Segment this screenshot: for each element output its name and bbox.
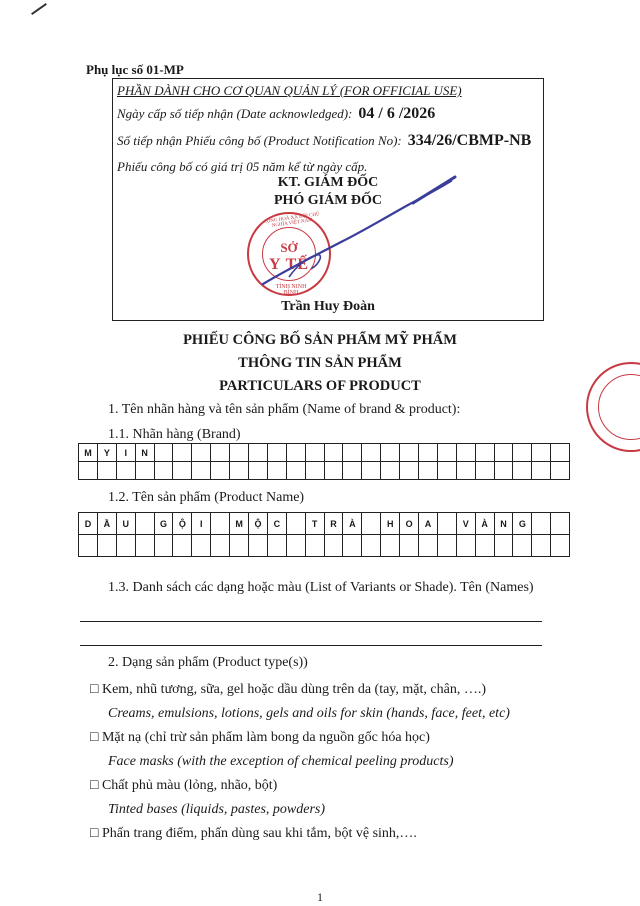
grid-cell <box>456 535 475 557</box>
grid-cell: Y <box>97 444 116 462</box>
grid-cell <box>513 462 532 480</box>
signature <box>113 79 545 322</box>
grid-cell <box>135 513 154 535</box>
grid-cell <box>211 462 230 480</box>
grid-cell <box>343 462 362 480</box>
grid-cell <box>305 444 324 462</box>
grid-cell: Ầ <box>97 513 116 535</box>
grid-cell <box>362 513 381 535</box>
signer-name: Trần Huy Đoàn <box>281 299 375 314</box>
grid-cell <box>173 444 192 462</box>
grid-cell <box>154 535 173 557</box>
grid-cell <box>211 444 230 462</box>
grid-cell: N <box>135 444 154 462</box>
signer-title-2: PHÓ GIÁM ĐỐC <box>273 193 383 208</box>
grid-cell <box>286 535 305 557</box>
grid-cell <box>551 513 570 535</box>
grid-cell <box>513 444 532 462</box>
grid-cell <box>324 462 343 480</box>
number-value: 334/26/CBMP-NB <box>407 132 532 149</box>
grid-cell <box>249 444 268 462</box>
grid-cell <box>494 462 513 480</box>
grid-cell: M <box>79 444 98 462</box>
grid-cell <box>437 462 456 480</box>
grid-cell <box>173 462 192 480</box>
grid-cell <box>267 535 286 557</box>
grid-cell <box>211 535 230 557</box>
grid-cell <box>400 462 419 480</box>
checkbox-icon[interactable]: □ <box>90 730 99 745</box>
grid-cell <box>97 535 116 557</box>
grid-cell <box>551 535 570 557</box>
section-title-vi: THÔNG TIN SẢN PHẨM <box>238 355 402 371</box>
grid-cell: G <box>154 513 173 535</box>
brand-label: 1.1. Nhãn hàng (Brand) <box>108 427 241 442</box>
grid-cell <box>324 535 343 557</box>
grid-cell: T <box>305 513 324 535</box>
grid-cell <box>456 462 475 480</box>
checkbox-icon[interactable]: □ <box>90 826 99 841</box>
product-name-grid <box>78 512 570 557</box>
section1-heading: 1. Tên nhãn hàng và tên sản phẩm (Name of brand & product): <box>108 402 461 417</box>
grid-cell <box>211 513 230 535</box>
product-type-label-en: Creams, emulsions, lotions, gels and oils for skin (hands, face, feet, etc) <box>108 706 510 721</box>
signer-title-1: KT. GIÁM ĐỐC <box>277 175 379 190</box>
stamp-ring-top-text: CỘNG HOÀ XÃ HỘI CHỦ NGHĨA VIỆT NAM <box>263 212 321 229</box>
form-title: PHIẾU CÔNG BỐ SẢN PHẨM MỸ PHẨM <box>183 332 457 348</box>
grid-cell <box>230 444 249 462</box>
grid-cell: I <box>192 513 211 535</box>
grid-cell <box>192 444 211 462</box>
grid-cell <box>267 444 286 462</box>
product-type-item <box>90 778 277 794</box>
number-label: Số tiếp nhận Phiếu công bố (Product Notification No): <box>117 133 402 148</box>
product-type-label-vi: Chất phủ màu (lỏng, nhão, bột) <box>101 778 278 793</box>
grid-cell <box>116 462 135 480</box>
grid-cell <box>437 444 456 462</box>
date-value: 04 / 6 /2026 <box>358 105 436 122</box>
grid-cell <box>437 535 456 557</box>
variants-line-1 <box>80 621 542 622</box>
grid-cell <box>286 513 305 535</box>
grid-cell <box>135 535 154 557</box>
product-type-label-vi: Phấn trang điểm, phấn dùng sau khi tắm, bột vệ sinh,…. <box>101 826 417 841</box>
grid-cell <box>362 462 381 480</box>
grid-cell <box>475 462 494 480</box>
variants-line-2 <box>80 645 542 646</box>
product-type-item <box>90 682 486 698</box>
grid-cell: R <box>324 513 343 535</box>
grid-cell <box>192 535 211 557</box>
grid-cell <box>551 444 570 462</box>
grid-cell <box>249 462 268 480</box>
grid-cell <box>551 462 570 480</box>
grid-cell <box>173 535 192 557</box>
grid-cell <box>305 462 324 480</box>
grid-cell <box>494 444 513 462</box>
grid-cell: À <box>475 513 494 535</box>
grid-cell <box>532 513 551 535</box>
grid-cell <box>381 535 400 557</box>
grid-cell: I <box>116 444 135 462</box>
grid-cell <box>532 444 551 462</box>
grid-cell <box>343 444 362 462</box>
grid-cell <box>230 462 249 480</box>
grid-cell <box>324 444 343 462</box>
product-type-item <box>90 826 417 842</box>
grid-cell <box>419 444 438 462</box>
grid-cell: À <box>343 513 362 535</box>
grid-cell <box>532 462 551 480</box>
grid-cell <box>400 444 419 462</box>
grid-cell <box>475 535 494 557</box>
grid-cell <box>532 535 551 557</box>
grid-cell: U <box>116 513 135 535</box>
stamp-text-2: Y TẾ <box>268 256 309 273</box>
grid-cell <box>362 444 381 462</box>
grid-cell <box>154 462 173 480</box>
grid-cell <box>286 462 305 480</box>
product-type-label-en: Face masks (with the exception of chemical peeling products) <box>108 754 454 769</box>
grid-cell <box>116 535 135 557</box>
grid-cell: D <box>79 513 98 535</box>
brand-grid <box>78 443 570 480</box>
grid-cell: H <box>381 513 400 535</box>
grid-cell <box>362 535 381 557</box>
stamp-text-1: SỞ <box>280 240 298 255</box>
grid-cell <box>79 535 98 557</box>
grid-cell <box>192 462 211 480</box>
grid-cell <box>249 535 268 557</box>
grid-cell <box>437 513 456 535</box>
side-stamp-inner-ring <box>598 374 640 440</box>
grid-cell <box>154 444 173 462</box>
grid-cell: M <box>230 513 249 535</box>
page-number: 1 <box>317 890 323 904</box>
product-type-item <box>90 730 430 746</box>
product-type-label-vi: Kem, nhũ tương, sữa, gel hoặc dầu dùng trên da (tay, mặt, chân, ….) <box>101 682 486 697</box>
grid-cell: A <box>419 513 438 535</box>
grid-cell: V <box>456 513 475 535</box>
grid-cell <box>343 535 362 557</box>
grid-cell <box>381 462 400 480</box>
grid-cell: O <box>400 513 419 535</box>
checkbox-icon[interactable]: □ <box>90 682 99 697</box>
grid-cell: C <box>267 513 286 535</box>
grid-cell <box>286 444 305 462</box>
section-title-en: PARTICULARS OF PRODUCT <box>219 378 421 394</box>
grid-cell <box>419 535 438 557</box>
grid-cell: Ộ <box>173 513 192 535</box>
grid-cell <box>513 535 532 557</box>
grid-cell <box>135 462 154 480</box>
grid-cell <box>419 462 438 480</box>
grid-cell <box>97 462 116 480</box>
validity-text: Phiếu công bố có giá trị 05 năm kể từ ngày cấp. <box>117 159 368 174</box>
appendix-label: Phụ lục số 01-MP <box>86 62 184 77</box>
grid-cell <box>79 462 98 480</box>
section2-heading: 2. Dạng sản phẩm (Product type(s)) <box>108 655 308 670</box>
side-stamp <box>586 362 640 452</box>
grid-cell: Ộ <box>249 513 268 535</box>
grid-cell <box>456 444 475 462</box>
pen-mark <box>31 3 47 15</box>
grid-cell: G <box>513 513 532 535</box>
grid-cell <box>230 535 249 557</box>
grid-cell <box>400 535 419 557</box>
official-use-heading: PHẦN DÀNH CHO CƠ QUAN QUẢN LÝ (FOR OFFICIAL USE) <box>117 83 462 98</box>
date-label: Ngày cấp số tiếp nhận (Date acknowledged): <box>117 106 353 121</box>
grid-cell <box>305 535 324 557</box>
grid-cell <box>475 444 494 462</box>
checkbox-icon[interactable]: □ <box>90 778 99 793</box>
product-name-label: 1.2. Tên sản phẩm (Product Name) <box>108 490 305 505</box>
variants-label: 1.3. Danh sách các dạng hoặc màu (List of Variants or Shade). Tên (Names) <box>108 580 534 595</box>
stamp-ring-bottom-text: TỈNH NINH BÌNH <box>275 284 307 296</box>
grid-cell <box>381 444 400 462</box>
product-type-label-vi: Mặt nạ (chỉ trừ sản phẩm làm bong da nguồn gốc hóa học) <box>101 730 430 745</box>
product-type-label-en: Tinted bases (liquids, pastes, powders) <box>108 802 326 817</box>
grid-cell: N <box>494 513 513 535</box>
grid-cell <box>267 462 286 480</box>
grid-cell <box>494 535 513 557</box>
official-use-box <box>112 78 544 321</box>
